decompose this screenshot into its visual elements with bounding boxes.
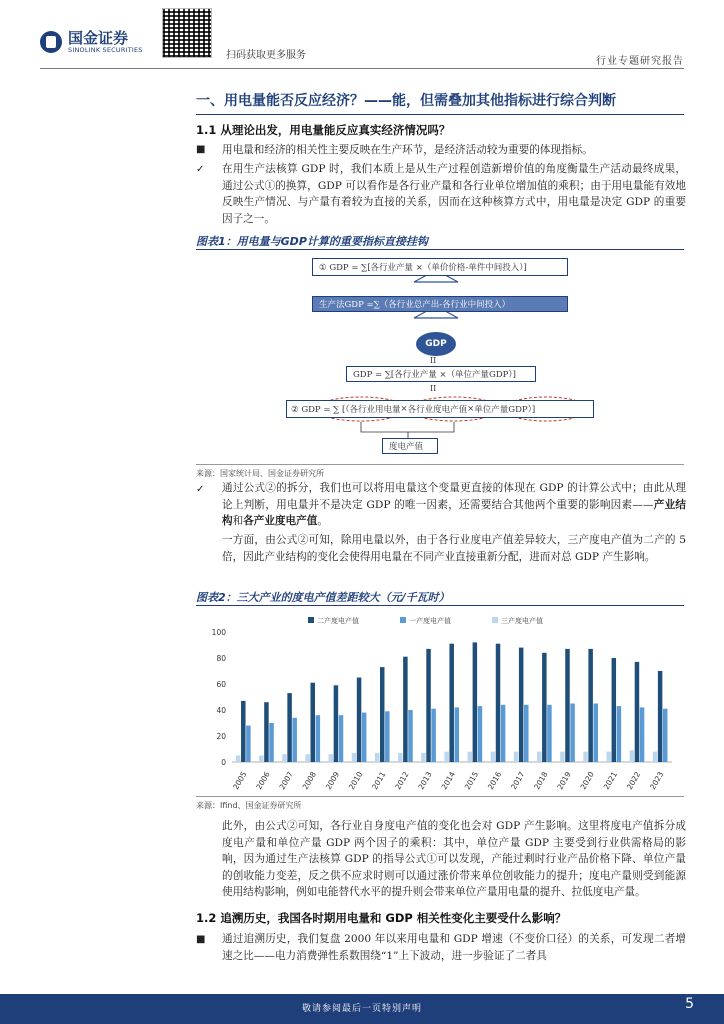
y-tick-label-0: 0 — [221, 758, 226, 767]
bar-2005-s2 — [236, 756, 240, 763]
formula-4-term-c: 单位产量GDP — [474, 405, 528, 415]
bar-2011-s2 — [375, 753, 379, 762]
x-tick-label-2013: 2013 — [416, 770, 434, 792]
bar-2016-s1 — [501, 705, 505, 762]
formula-4-term-a: 各行业用电量 — [349, 405, 401, 415]
bar-2022-s1 — [640, 707, 644, 762]
legend-label-2: 三产度电产值 — [501, 617, 543, 625]
legend-swatch-0 — [308, 617, 314, 623]
check-text-2-end: 。 — [317, 515, 328, 527]
bar-2015-s2 — [468, 752, 472, 762]
sub-label-box: 度电产值 — [382, 438, 438, 454]
bar-2013-s1 — [431, 709, 435, 762]
figure-2-title: 图表2：三大产业的度电产值差距较大（元/千瓦时） — [196, 586, 684, 606]
y-tick-label-5: 100 — [211, 628, 226, 637]
bar-2007-s2 — [282, 754, 286, 762]
square-bullet-icon-2: ■ — [196, 934, 206, 945]
x-tick-label-2010: 2010 — [346, 770, 365, 792]
x-tick-label-2007: 2007 — [277, 770, 295, 792]
bar-2015-s0 — [473, 642, 477, 762]
x-tick-label-2015: 2015 — [462, 770, 481, 792]
bar-2007-s1 — [292, 718, 296, 762]
bar-2005-s1 — [246, 726, 250, 762]
legend-swatch-1 — [400, 617, 406, 623]
bullet-text-2: 通过追溯历史，我们复盘 2000 年以来用电量和 GDP 增速（不变价口径）的关系，可发现二者增速之比——电力消费弹性系数围绕“1”上下波动，进一步验证了二者具 — [222, 933, 686, 962]
diagram-connectors — [196, 252, 684, 462]
x-tick-label-2012: 2012 — [393, 770, 411, 792]
company-logo — [40, 30, 143, 54]
subsection-heading-2: 1.2 追溯历史，我国各时期用电量和 GDP 相关性变化主要受什么影响？ — [196, 911, 567, 925]
check-bullet-icon: ✓ — [196, 164, 205, 175]
x-tick-label-2009: 2009 — [323, 770, 342, 792]
bar-2023-s2 — [653, 752, 657, 762]
bar-2021-s2 — [606, 752, 610, 762]
figure-2-source-divider — [196, 796, 684, 797]
page-number: 5 — [685, 996, 694, 1012]
x-tick-label-2023: 2023 — [648, 770, 666, 792]
bar-2010-s0 — [357, 678, 361, 763]
x-tick-label-2019: 2019 — [555, 770, 573, 792]
bar-2009-s2 — [329, 754, 333, 762]
bar-2014-s1 — [455, 707, 459, 762]
x-tick-label-2014: 2014 — [439, 770, 457, 792]
bar-2008-s0 — [311, 683, 315, 762]
square-bullet-icon: ■ — [196, 144, 206, 155]
bar-2022-s2 — [630, 750, 634, 762]
check-text-2-bold-1: 产业结构 — [222, 498, 686, 527]
paragraph-2: 一方面，由公式②可知，除用电量以外，由于各行业度电产值差异较大，三产度电产值为二产的 5 倍，因此产业结构的变化会使得用电量在不同产业直接重新分配，进而对总 GDP 产生影响。 — [222, 534, 686, 563]
bar-2023-s1 — [663, 709, 667, 762]
bar-chart-svg — [196, 612, 684, 802]
bar-2017-s1 — [524, 705, 528, 762]
x-tick-label-2017: 2017 — [509, 770, 527, 792]
bar-2008-s2 — [305, 754, 309, 762]
bar-2019-s0 — [565, 649, 569, 762]
bar-2006-s0 — [264, 702, 268, 762]
bar-2019-s2 — [560, 752, 564, 762]
bar-2020-s0 — [588, 649, 592, 762]
bar-2009-s0 — [334, 685, 338, 762]
formula-4-term-b: 各行业度电产值 — [407, 405, 468, 415]
check-text-2-pre: 通过公式②的拆分，我们也可以将用电量这个变量更直接的体现在 GDP 的计算公式中；由此从理论上判断，用电量并不是决定 GDP 的唯一因素，还需要结合其他两个重要的影响因素—— — [222, 482, 686, 511]
footer-disclaimer[interactable]: 敬请参阅最后一页特别声明 — [301, 1004, 422, 1014]
y-tick-label-2: 40 — [216, 706, 226, 715]
bar-2015-s1 — [478, 706, 482, 762]
bar-2012-s1 — [408, 710, 412, 762]
bracket-connector — [361, 422, 454, 438]
section-title-divider — [196, 114, 684, 115]
bar-2005-s0 — [241, 701, 245, 762]
bar-2007-s0 — [287, 693, 291, 762]
bar-2018-s2 — [537, 752, 541, 762]
bar-2021-s0 — [612, 658, 616, 762]
bar-2020-s2 — [583, 752, 587, 762]
legend-label-0: 二产度电产值 — [317, 617, 359, 625]
bar-chart — [196, 612, 684, 802]
check-text-1: 在用生产法核算 GDP 时，我们本质上是从生产过程创造新增价值的角度衡量生产活动最终成果，通过公式①的换算，GDP 可以看作是各行业产量和各行业单位增加值的乘积；由于用电量能有效地反映生产情况、与产量有着较为直接的关系，因而在这种核算方式中，用电量是决定 GDP 的重要因子之一。 — [222, 163, 686, 225]
formula-box-1: ① GDP = ∑[各行业产量 ×（单价价格-单件中间投入）] — [312, 258, 568, 276]
figure-1-source: 来源：国家统计局、国金证券研究所 — [196, 469, 324, 478]
logo-icon — [40, 31, 62, 53]
bar-2012-s2 — [398, 753, 402, 762]
formula-4-prefix: ② GDP = ∑ [（ — [291, 405, 350, 415]
formula-box-4 — [286, 400, 594, 418]
report-type: 行业专题研究报告 — [596, 56, 684, 67]
bar-2016-s2 — [491, 752, 495, 762]
subsection-heading-1: 1.1 从理论出发，用电量能反应真实经济情况吗？ — [196, 123, 451, 137]
page-header — [0, 0, 724, 72]
formula-box-2: 生产法GDP =∑（各行业总产出-各行业中间投入） — [312, 296, 568, 312]
logo-en-text: SINOLINK SECURITIES — [68, 46, 143, 54]
x-tick-label-2005: 2005 — [231, 770, 249, 792]
check-bullet-icon-2: ✓ — [196, 484, 205, 495]
figure-1-title: 图表1：用电量与GDP计算的重要指标直接挂钩 — [196, 230, 684, 250]
bar-2010-s2 — [352, 753, 356, 762]
header-divider — [40, 68, 684, 69]
formula-4-times-1: × — [400, 404, 408, 414]
y-tick-label-1: 20 — [216, 732, 226, 741]
bar-2011-s1 — [385, 711, 389, 762]
legend-label-1: 一产度电产值 — [409, 617, 451, 625]
formula-4-suffix: ）] — [527, 405, 536, 415]
bar-2014-s2 — [444, 752, 448, 762]
figure-2-source: 来源：Ifind、国金证券研究所 — [196, 801, 302, 810]
paragraph-3: 此外，由公式②可知，各行业自身度电产值的变化也会对 GDP 产生影响。这里将度电产值拆分成度电产量和单位产量 GDP 两个因子的乘积：其中，单位产量 GDP 主要受到行业供需格局的影响，因为通过生产法核算 GDP 的指导公式①可以发现，产能过剩时行业产品价格下降、单位产量的创收能力变差，反之供不应求时则可以通过涨价带来单位创收能力的提升；度电产量则受到能源使用结构影响，例如电能替代水平的提升则会带来单位产量用电量的提升、拉低度电产量。 — [222, 820, 686, 898]
x-tick-label-2021: 2021 — [601, 770, 620, 792]
bar-2009-s1 — [339, 715, 343, 762]
bar-2017-s2 — [514, 752, 518, 762]
logo-cn-text: 国金证券 — [68, 29, 129, 47]
equals-sign-2: II — [430, 384, 437, 393]
bar-2013-s2 — [421, 753, 425, 762]
bar-2014-s0 — [449, 644, 453, 762]
bar-2021-s1 — [617, 706, 621, 762]
bar-2018-s1 — [547, 705, 551, 762]
x-tick-label-2006: 2006 — [254, 770, 272, 792]
x-tick-label-2018: 2018 — [532, 770, 550, 792]
section-title: 一、用电量能否反应经济？——能，但需叠加其他指标进行综合判断 — [196, 93, 616, 109]
bar-2011-s0 — [380, 667, 384, 762]
x-tick-label-2020: 2020 — [578, 770, 596, 792]
y-tick-label-4: 80 — [216, 654, 226, 663]
bar-2006-s1 — [269, 723, 273, 762]
x-tick-label-2008: 2008 — [300, 770, 319, 792]
x-tick-label-2011: 2011 — [370, 770, 388, 792]
bar-2006-s2 — [259, 756, 263, 763]
check-text-2-bold-2: 各产业度电产值 — [243, 515, 318, 527]
bar-2023-s0 — [658, 671, 662, 762]
bar-2018-s0 — [542, 653, 546, 762]
x-tick-label-2016: 2016 — [485, 770, 504, 792]
equals-sign-1: II — [430, 356, 437, 365]
bar-2008-s1 — [316, 715, 320, 762]
legend-swatch-2 — [492, 617, 498, 623]
formula-box-3: GDP = ∑[各行业产量 ×（单位产量GDP）] — [346, 366, 536, 382]
bar-2022-s0 — [635, 662, 639, 762]
qr-code-icon[interactable] — [162, 8, 212, 58]
formula-4-times-2: × — [467, 404, 475, 414]
bar-2017-s0 — [519, 648, 523, 762]
bar-2012-s0 — [403, 657, 407, 762]
page-footer — [0, 994, 724, 1024]
figure-1-source-divider — [196, 464, 684, 465]
y-tick-label-3: 60 — [216, 680, 226, 689]
bar-2020-s1 — [593, 704, 597, 763]
x-tick-label-2022: 2022 — [624, 770, 643, 792]
gdp-node: GDP — [416, 332, 456, 356]
qr-label: 扫码获取更多服务 — [226, 50, 306, 61]
bar-2019-s1 — [570, 704, 574, 763]
check-text-2-mid: 和 — [232, 515, 244, 527]
check-text-2 — [222, 480, 686, 530]
bar-2013-s0 — [426, 649, 430, 762]
bar-2016-s0 — [496, 644, 500, 762]
bullet-text-1: 用电量和经济的相关性主要反映在生产环节，是经济活动较为重要的体现指标。 — [222, 144, 593, 156]
formula-diagram — [196, 252, 684, 462]
bar-2010-s1 — [362, 713, 366, 762]
